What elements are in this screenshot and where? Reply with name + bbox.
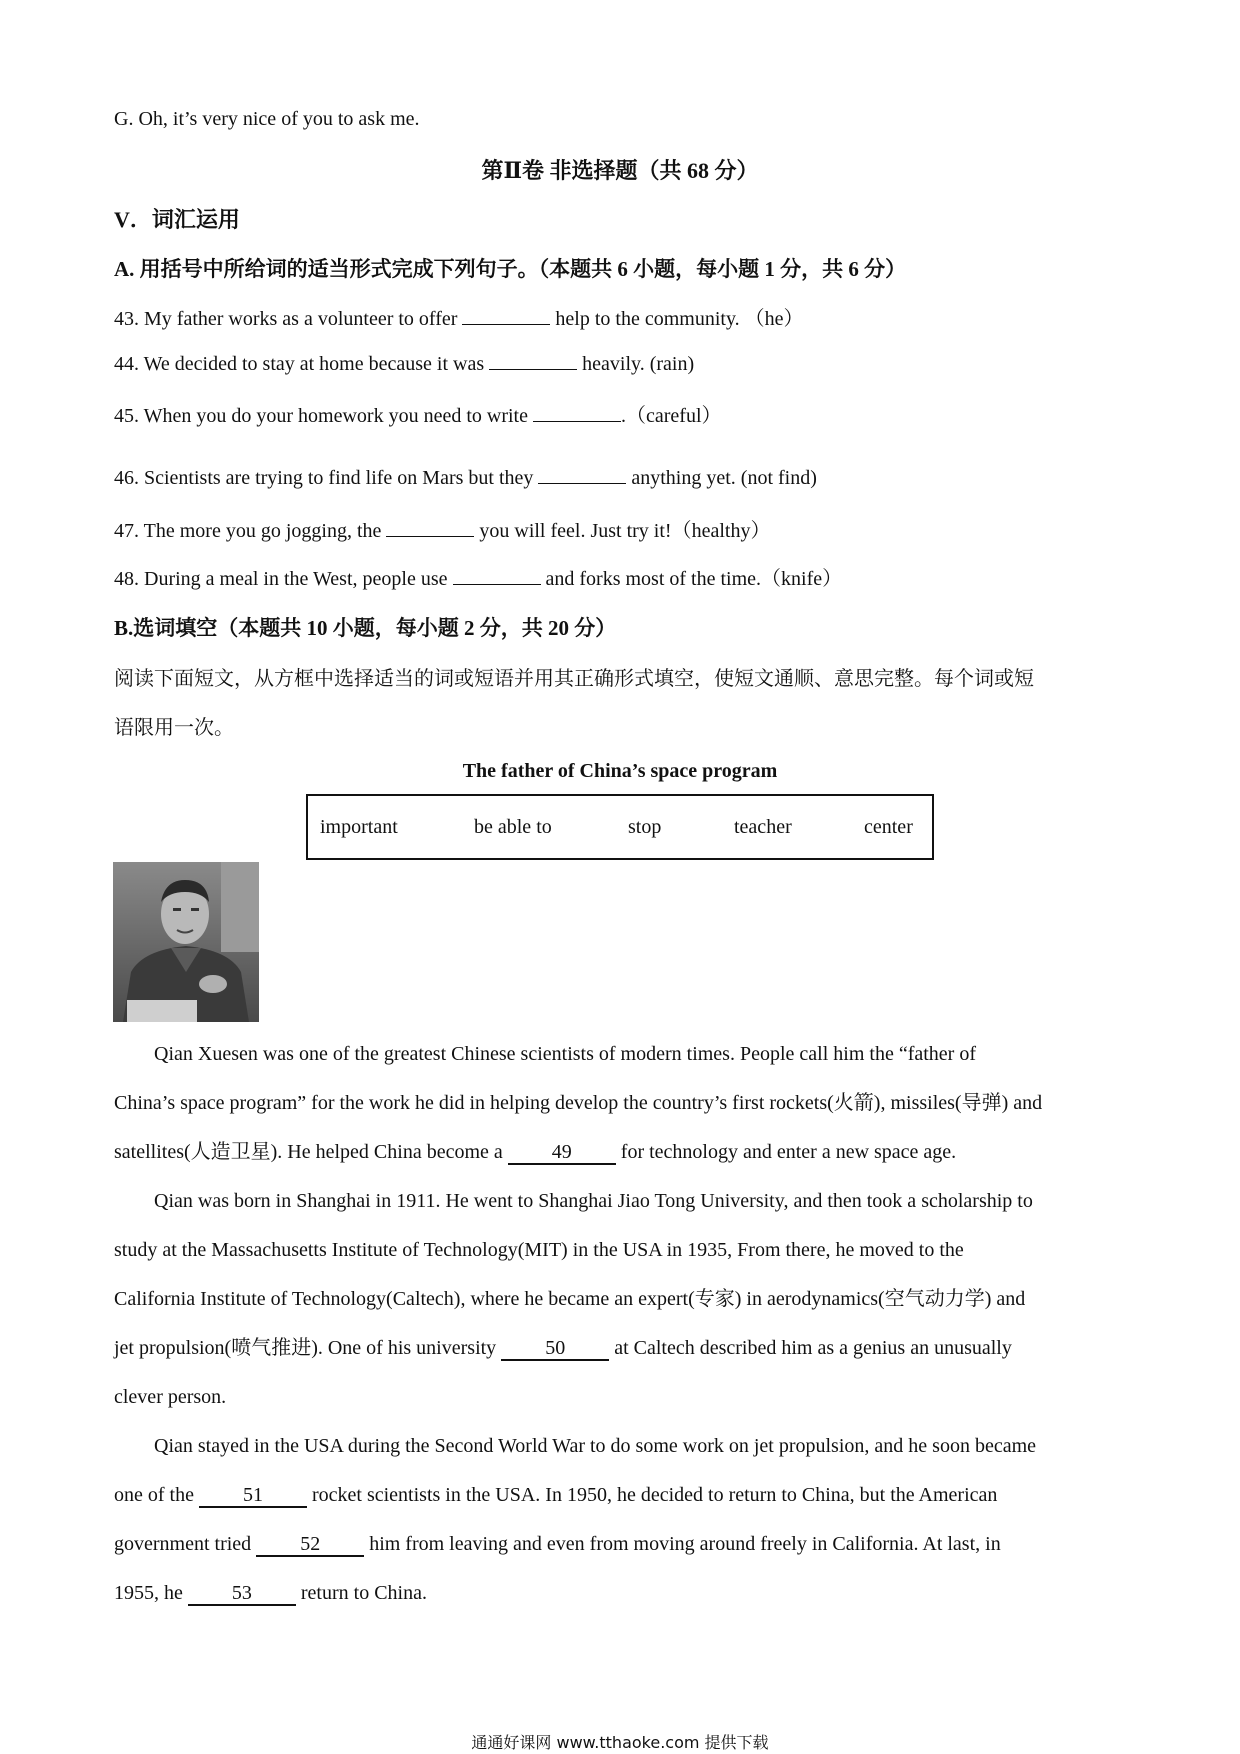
question-hint: heavily. (rain) [582,353,695,375]
answer-blank [386,518,474,537]
answer-blank [489,351,577,370]
question-hint: you will feel. Just try it!（healthy） [479,520,771,542]
part-b-instructions: 阅读下面短文，从方框中选择适当的词或短语并用其正确形式填空，使短文通顺、意思完整。每个词或短 [114,668,1034,690]
question-text: 43. My father works as a volunteer to offer [114,308,458,330]
passage-text: jet propulsion(喷气推进). One of his university [114,1337,497,1359]
passage-line: Qian was born in Shanghai in 1911. He went to Shanghai Jiao Tong University, and then took a scholarship to [154,1190,1033,1212]
word-option: important [320,816,398,838]
page-footer: 通通好课网 www.tthaoke.com 提供下载 [471,1733,769,1752]
question-47 [114,514,770,543]
question-text: 44. We decided to stay at home because it was [114,353,485,375]
question-45 [114,399,722,428]
answer-blank [538,465,626,484]
word-option: center [864,816,913,838]
question-text: 45. When you do your homework you need to write [114,405,528,427]
passage-line [114,1324,1134,1373]
question-hint: anything yet. (not find) [631,467,817,489]
passage-line [114,1128,1134,1177]
blank-51: 51 [199,1484,307,1508]
part-a-heading: A. 用括号中所给词的适当形式完成下列句子。（本题共 6 小题，每小题 1 分，共 6 分） [114,257,907,281]
question-text: 47. The more you go jogging, the [114,520,382,542]
blank-50: 50 [501,1337,609,1361]
part-b-instructions-cont: 语限用一次。 [114,717,234,739]
part-v-heading: V．词汇运用 [114,207,240,232]
passage-text: him from leaving and even from moving around freely in California. At last, in [369,1533,1001,1555]
question-hint: .（careful） [621,405,722,427]
passage-text: for technology and enter a new space age. [620,1141,957,1163]
passage-line: Qian stayed in the USA during the Second World War to do some work on jet propulsion, and he soon became [154,1435,1037,1457]
passage-line: California Institute of Technology(Caltech), where he became an expert(专家) in aerodynamics(空气动力学) and [114,1288,1026,1310]
answer-blank [453,566,541,585]
passage-text: satellites(人造卫星). He helped China become a [114,1141,503,1163]
passage-line: clever person. [114,1386,227,1408]
section-title: 第Ⅱ卷 非选择题（共 68 分） [481,158,759,183]
passage-text: 1955, he [114,1582,183,1604]
question-46 [114,465,817,490]
passage-line: study at the Massachusetts Institute of Technology(MIT) in the USA in 1935, From there, he moved to the [114,1239,964,1261]
question-44 [114,351,694,376]
passage-line [114,1471,1134,1520]
blank-52: 52 [256,1533,364,1557]
passage-line [114,1520,1134,1569]
question-hint: and forks most of the time.（knife） [545,568,843,590]
passage-text: at Caltech described him as a genius an unusually [614,1337,1012,1359]
question-text: 48. During a meal in the West, people use [114,568,448,590]
passage-line [114,1569,1134,1618]
blank-53: 53 [188,1582,296,1606]
question-text: 46. Scientists are trying to find life on Mars but they [114,467,534,489]
option-g: G. Oh, it’s very nice of you to ask me. [114,108,420,130]
word-option: be able to [474,816,552,838]
portrait-photo [113,862,259,1022]
word-box [306,794,934,860]
passage-text: return to China. [300,1582,427,1604]
question-hint: help to the community. （he） [555,308,804,330]
passage-title: The father of China’s space program [462,760,778,782]
passage-line: China’s space program” for the work he did in helping develop the country’s first rockets(火箭), missiles(导弹) and [114,1092,1043,1114]
passage-text: government tried [114,1533,252,1555]
passage-body [114,1030,1134,1618]
blank-49: 49 [508,1141,616,1165]
word-option: teacher [734,816,792,838]
question-48 [114,562,842,591]
portrait-image [113,862,259,1022]
part-b-heading: B.选词填空（本题共 10 小题，每小题 2 分，共 20 分） [114,616,617,640]
passage-text: one of the [114,1484,194,1506]
passage-line: Qian Xuesen was one of the greatest Chinese scientists of modern times. People call him the “father of [154,1043,976,1065]
passage-text: rocket scientists in the USA. In 1950, he decided to return to China, but the American [311,1484,998,1506]
question-43 [114,302,804,331]
answer-blank [533,403,621,422]
answer-blank [462,306,550,325]
word-option: stop [628,816,662,838]
